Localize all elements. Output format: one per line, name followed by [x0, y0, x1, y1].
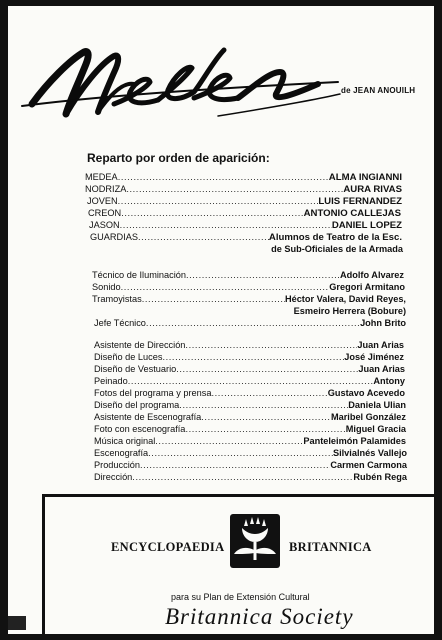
cast-heading: Reparto por orden de aparición:: [87, 151, 270, 165]
cast-row: [87, 196, 402, 207]
person-name: Panteleimón Palamides: [303, 436, 406, 446]
person-name: Rubén Rega: [353, 472, 407, 482]
cast-row: [90, 232, 402, 243]
leader-dots: [211, 388, 327, 399]
page-corner-mark: [8, 616, 26, 630]
role-label: MEDEA: [85, 172, 118, 182]
leader-dots: [176, 364, 358, 375]
credit-row: [94, 460, 407, 471]
role-label: Técnico de Iluminación: [92, 270, 186, 280]
person-name: Gregori Armitano: [329, 282, 405, 292]
credit-row: [94, 424, 406, 435]
credit-row: [94, 376, 405, 387]
role-label: Asistente de Escenografía: [94, 412, 202, 422]
role-label: NODRIZA: [85, 184, 127, 194]
person-name: Carmen Carmona: [330, 460, 407, 470]
advert-brand-right: BRITANNICA: [289, 540, 372, 554]
leader-dots: [185, 424, 345, 435]
leader-dots: [118, 196, 319, 207]
leader-dots: [155, 436, 303, 447]
performer-name: AURA RIVAS: [343, 184, 402, 195]
performer-name: DANIEL LOPEZ: [331, 220, 402, 231]
role-label: Peinado: [94, 376, 128, 386]
person-name: Miguel Gracia: [345, 424, 406, 434]
leader-dots: [148, 448, 333, 459]
performer-name-continued: de Sub-Oficiales de la Armada: [271, 244, 403, 254]
person-name: Maribel González: [330, 412, 406, 422]
role-label: Sonido: [92, 282, 121, 292]
performer-name: ANTONIO CALLEJAS: [303, 208, 401, 219]
credit-row: [94, 340, 404, 351]
credit-row: [94, 318, 406, 329]
person-name: Juan Arias: [358, 364, 405, 374]
performer-name: LUIS FERNANDEZ: [318, 196, 402, 207]
leader-dots: [126, 184, 343, 195]
role-label: JOVEN: [87, 196, 118, 206]
cast-row: [88, 208, 401, 219]
credit-row: [94, 400, 406, 411]
leader-dots: [185, 340, 357, 351]
role-label: Diseño de Vestuario: [94, 364, 177, 374]
leader-dots: [138, 232, 269, 243]
leader-dots: [121, 208, 303, 219]
leader-dots: [132, 472, 353, 483]
credit-row: [92, 294, 406, 305]
advert-society-name: Britannica Society: [165, 604, 354, 629]
credit-row: [94, 412, 406, 423]
person-name: Adolfo Alvarez: [340, 270, 404, 280]
credit-row: [94, 436, 406, 447]
leader-dots: [120, 220, 332, 231]
credit-row: [94, 352, 404, 363]
advert-brand-left: ENCYCLOPAEDIA: [111, 540, 225, 554]
leader-dots: [146, 318, 360, 329]
leader-dots: [121, 282, 330, 293]
leader-dots: [201, 412, 331, 423]
leader-dots: [128, 376, 374, 387]
credit-row: [94, 472, 407, 483]
cast-row: [89, 220, 402, 231]
credit-row: [94, 388, 405, 399]
performer-name: ALMA INGIANNI: [328, 172, 402, 183]
role-label: Fotos del programa y prensa: [94, 388, 212, 398]
cast-row: [85, 184, 402, 195]
person-name: Juan Arias: [357, 340, 404, 350]
role-label: JASON: [89, 220, 120, 230]
person-name: Antony: [373, 376, 405, 386]
credit-row: [92, 270, 404, 281]
role-label: Jefe Técnico: [94, 318, 146, 328]
role-label: Foto con escenografía: [94, 424, 186, 434]
role-label: Dirección: [94, 472, 133, 482]
person-name-continued: Esmeiro Herrera (Bobure): [293, 306, 406, 316]
person-name: Héctor Valera, David Reyes,: [284, 294, 406, 304]
leader-dots: [118, 172, 329, 183]
role-label: Diseño de Luces: [94, 352, 163, 362]
leader-dots: [179, 400, 348, 411]
role-label: Asistente de Dirección: [94, 340, 186, 350]
advert-tagline: para su Plan de Extensión Cultural: [171, 592, 310, 602]
role-label: Diseño del programa: [94, 400, 180, 410]
person-name: John Brito: [360, 318, 406, 328]
credit-row: [94, 448, 407, 459]
credit-row: [92, 282, 405, 293]
leader-dots: [162, 352, 344, 363]
role-label: Escenografía: [94, 448, 149, 458]
program-page: [8, 6, 434, 634]
role-label: GUARDIAS: [90, 232, 138, 242]
role-label: Tramoyistas: [92, 294, 142, 304]
author-credit: de JEAN ANOUILH: [341, 86, 416, 95]
performer-name: Alumnos de Teatro de la Esc.: [268, 232, 402, 243]
leader-dots: [186, 270, 340, 281]
credit-row: [94, 364, 405, 375]
leader-dots: [140, 460, 330, 471]
person-name: Gustavo Acevedo: [327, 388, 405, 398]
leader-dots: [142, 294, 285, 305]
person-name: José Jiménez: [344, 352, 404, 362]
person-name: Silvialnés Vallejo: [332, 448, 407, 458]
role-label: CREON: [88, 208, 122, 218]
person-name: Daniela Ulian: [348, 400, 406, 410]
medea-title-lettering: [18, 42, 348, 142]
thistle-emblem-icon: [228, 512, 282, 570]
cast-row: [85, 172, 402, 183]
role-label: Música original: [94, 436, 156, 446]
role-label: Producción: [94, 460, 140, 470]
britannica-advert: [42, 494, 434, 634]
